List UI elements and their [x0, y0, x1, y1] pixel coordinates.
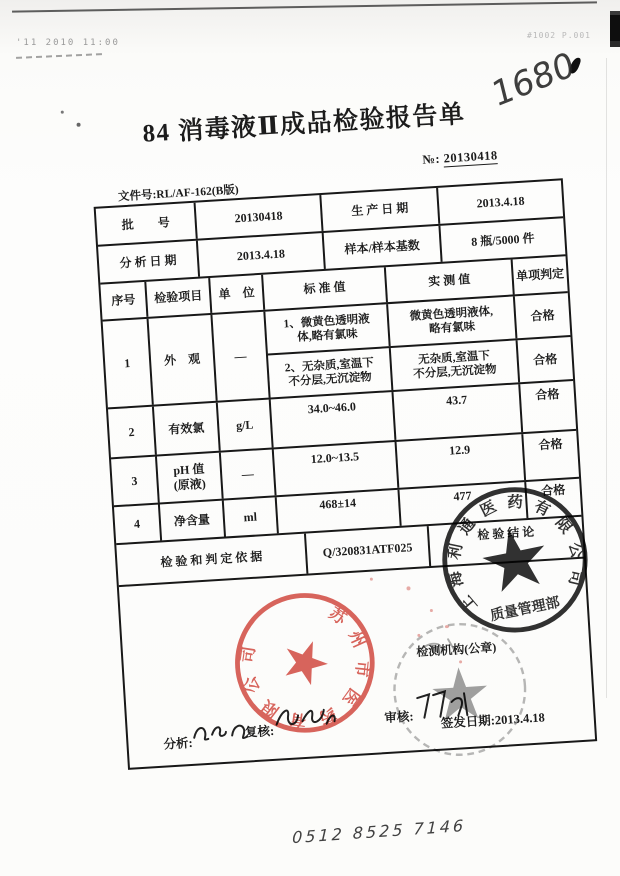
- col-header: 标 准 值: [263, 267, 388, 309]
- red-seal-ring-text: 苏州市医药有限公司: [237, 603, 373, 731]
- analysis-date-value: 2013.4.18: [198, 233, 326, 277]
- report-no-value: 20130418: [443, 148, 499, 166]
- row-no: 1: [103, 319, 154, 408]
- item-name: pH 值 (原液): [157, 453, 224, 503]
- item-unit: g/L: [218, 399, 274, 450]
- sample-value: 8 瓶/5000 件: [470, 230, 535, 249]
- verdict: 合格: [532, 351, 558, 367]
- doc-number: 文件号:RL/AF-162(B版): [117, 184, 239, 204]
- agency-seal-label: 检测机构(公章): [415, 640, 497, 660]
- standard-value: 2、无杂质,室温下 不分层,无沉淀物: [268, 348, 393, 397]
- standard-value: 34.0~46.0: [271, 392, 397, 447]
- col-header: 序号: [100, 282, 148, 320]
- measured-value: 477: [399, 482, 528, 526]
- appearance-subrows: [265, 293, 573, 397]
- reviewer-signature: [272, 699, 340, 735]
- verdict: 合格: [535, 386, 560, 403]
- basis-value: Q/320831ATF025: [306, 526, 431, 573]
- page-title: 84 消毒液Ⅱ成品检验报告单: [141, 101, 467, 148]
- row-no: 2: [108, 407, 157, 458]
- fax-dash-line: [16, 53, 102, 59]
- measured-value: 微黄色透明液体, 略有氯味: [388, 296, 517, 346]
- fax-page-marker: #1002 P.001: [527, 31, 591, 40]
- star-icon: [279, 639, 332, 691]
- ink-speck: [370, 578, 373, 581]
- verdict: 合格: [530, 307, 555, 323]
- verdict: 合格: [538, 436, 563, 453]
- production-date-label: 生 产 日 期: [321, 188, 440, 231]
- star-icon: [478, 523, 552, 594]
- speck: [61, 111, 64, 114]
- item-unit: —: [221, 449, 277, 498]
- measured-value: 43.7: [393, 384, 523, 440]
- fax-timestamp: '11 2010 11:00: [16, 38, 120, 48]
- row-no: 3: [111, 457, 160, 506]
- auditor-signature: [413, 685, 473, 724]
- col-header: 单 位: [210, 275, 265, 313]
- col-header: 实 测 值: [386, 259, 515, 302]
- sample-label: 样本/样本基数: [324, 226, 443, 269]
- standard-value: 468±14: [277, 490, 402, 533]
- item-name: 外 观: [149, 315, 218, 405]
- col-header: 单项判定: [515, 266, 565, 284]
- issue-date: 签发日期:2013.4.18: [440, 710, 546, 731]
- reviewer-label: 复核:: [244, 723, 275, 740]
- verdict: 合格: [540, 482, 566, 499]
- report-document: [40, 66, 620, 849]
- corner-ink-bar: [610, 11, 620, 47]
- item-unit: —: [212, 312, 270, 401]
- handwritten-number: 1680: [488, 44, 579, 116]
- conclusion-label: 检 验 结 论: [476, 524, 535, 543]
- standard-value: 1、微黄色透明液 体,略有氯味: [265, 304, 390, 353]
- qc-seal-department: 质量管理部: [488, 594, 562, 625]
- standard-value: 12.0~13.5: [274, 442, 400, 495]
- paper-edge-line: [12, 1, 597, 12]
- handwritten-phone: 0512 8525 7146: [291, 815, 467, 848]
- analyst-label: 分析:: [163, 735, 194, 752]
- batch-value: 20130418: [196, 195, 324, 239]
- analysis-date-label: 分 析 日 期: [98, 241, 200, 283]
- auditor-label: 审核:: [383, 709, 414, 726]
- report-no-label: №:: [421, 151, 441, 167]
- basis-label: 检 验 和 判 定 依 据: [116, 534, 308, 586]
- report-no: [422, 148, 498, 168]
- row-no: 4: [114, 504, 162, 543]
- production-date-value: 2013.4.18: [476, 193, 525, 211]
- item-unit: ml: [224, 497, 279, 536]
- measured-value: 12.9: [397, 434, 527, 488]
- batch-label: 批 号: [96, 203, 198, 245]
- qc-seal-ring-text: 上海利通医药有限公司: [446, 494, 586, 615]
- measured-value: 无杂质,室温下 不分层,无沉淀物: [391, 340, 520, 390]
- item-name: 净含量: [160, 501, 226, 541]
- col-header: 检验项目: [146, 278, 212, 317]
- item-name: 有效氯: [154, 403, 221, 455]
- analyst-signature: [190, 718, 251, 748]
